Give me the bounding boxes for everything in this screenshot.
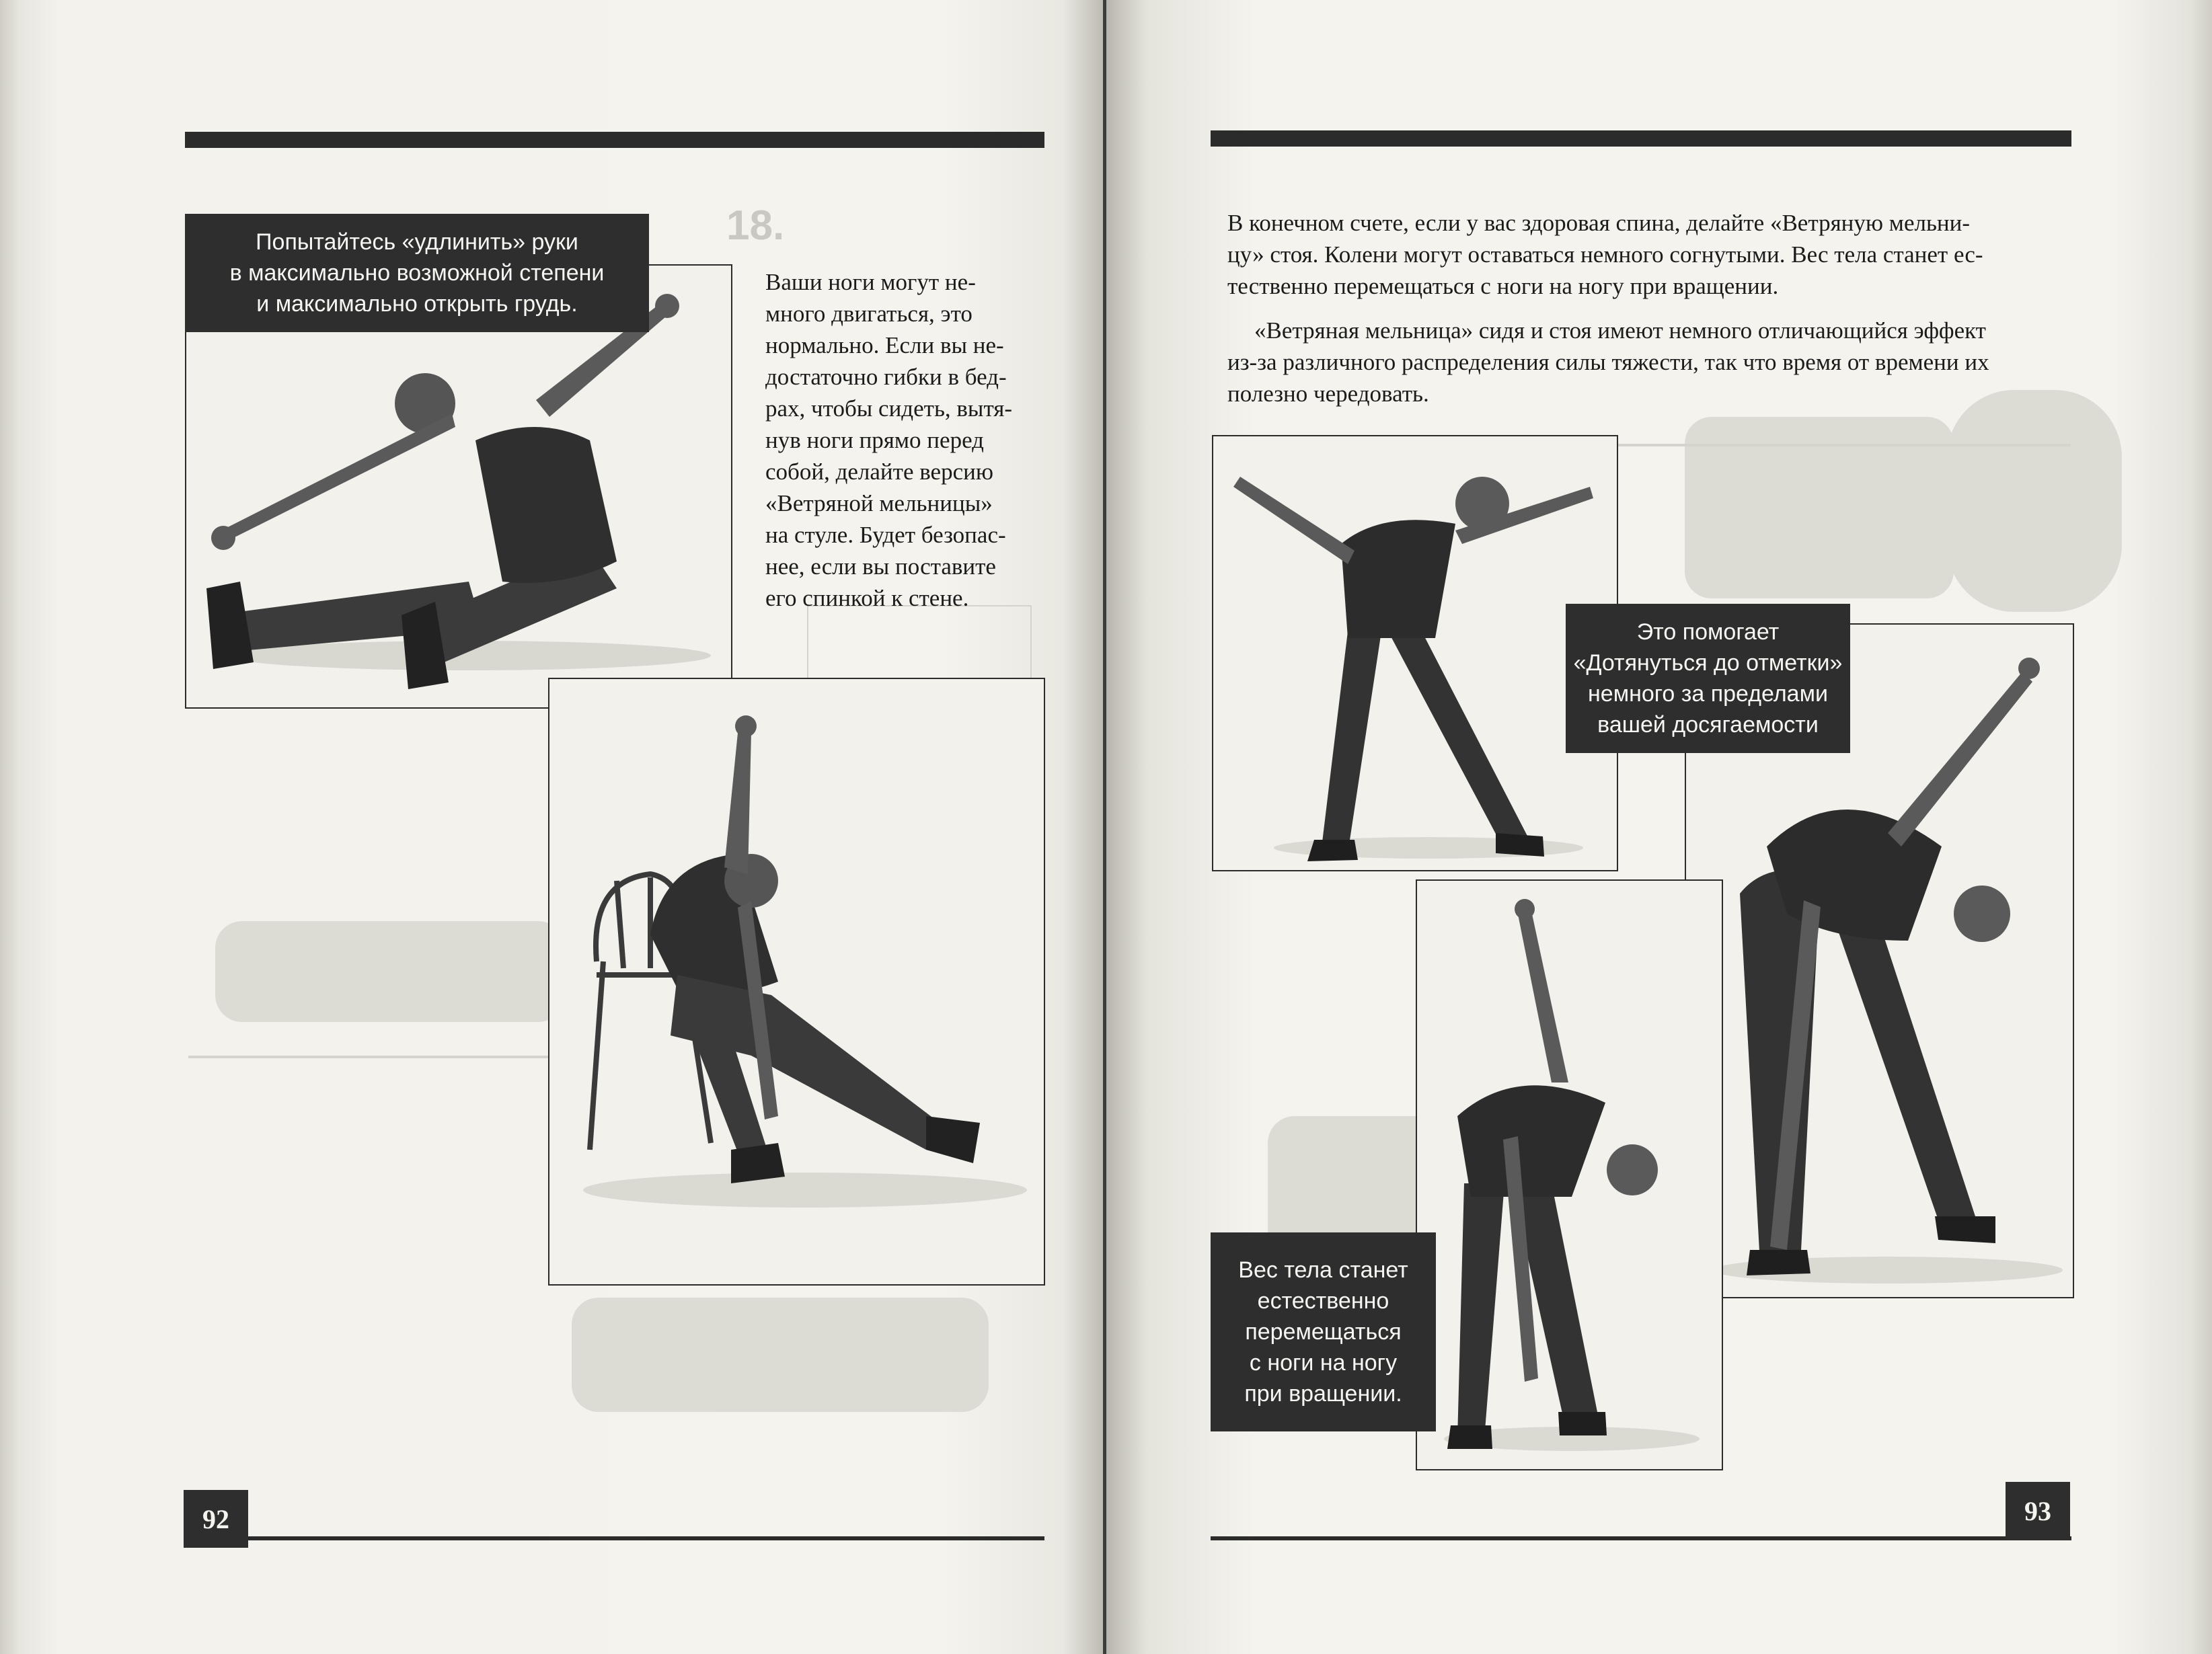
bottom-rule — [185, 1536, 1044, 1540]
left-caption-box — [185, 214, 649, 332]
top-rule — [185, 132, 1044, 148]
text-line: нормально. Если вы не- — [765, 332, 1004, 358]
right-caption-top — [1566, 604, 1850, 753]
photo-standing-arms-out — [1212, 435, 1618, 871]
text-line: В конечном счете, если у вас здоровая спина, делайте «Ветряную мельни- — [1227, 210, 1971, 236]
bleed-through-figure — [572, 1298, 989, 1412]
caption-line: немного за пределами — [1588, 681, 1828, 707]
caption-line: Попытайтесь «удлинить» руки — [256, 229, 578, 255]
text-line: Ваши ноги могут не- — [765, 269, 976, 295]
bleed-through-figure — [215, 921, 565, 1022]
text-line: на стуле. Будет безопас- — [765, 522, 1006, 548]
caption-line: вашей досягаемости — [1597, 712, 1819, 738]
text-line: цу» стоя. Колени могут оставаться немного согнутыми. Вес тела станет ес- — [1227, 241, 1983, 268]
page-number: 92 — [184, 1490, 248, 1548]
right-paragraph-2 — [1227, 315, 2075, 409]
caption-line: в максимально возможной степени — [229, 260, 605, 286]
page-number: 93 — [2006, 1482, 2070, 1540]
standing-twist-figure — [1417, 881, 1722, 1469]
text-line: рах, чтобы сидеть, вытя- — [765, 395, 1013, 422]
text-line: достаточно гибки в бед- — [765, 364, 1007, 390]
text-line: собой, делайте версию — [765, 459, 993, 485]
text-line: полезно чередовать. — [1227, 381, 1429, 407]
right-caption-bottom — [1211, 1232, 1436, 1431]
photo-chair-windmill — [548, 678, 1045, 1286]
text-line: из-за различного распределения силы тяжести, так что время от времени их — [1227, 349, 1989, 375]
caption-line: перемещаться — [1245, 1319, 1402, 1345]
chair-windmill-figure — [549, 679, 1044, 1284]
bleed-through-figure — [1947, 390, 2122, 612]
bottom-rule — [1211, 1536, 2071, 1540]
standing-arms-out-figure — [1213, 436, 1617, 870]
text-line: нув ноги прямо перед — [765, 427, 984, 453]
right-page — [1106, 0, 2212, 1654]
photo-standing-twist — [1416, 879, 1723, 1470]
bleed-through-heading: 18. — [726, 202, 785, 249]
text-line: «Ветряной мельницы» — [765, 490, 993, 516]
right-paragraph-1 — [1227, 207, 2075, 302]
caption-line: естественно — [1257, 1288, 1389, 1314]
left-page — [0, 0, 1103, 1654]
text-line: нее, если вы поставите — [765, 553, 996, 580]
text-line: «Ветряная мельница» сидя и стоя имеют немного отличающийся эффект — [1254, 317, 1986, 344]
caption-line: «Дотянуться до отметки» — [1573, 650, 1843, 676]
text-line: тественно перемещаться с ноги на ногу при вращении. — [1227, 273, 1779, 299]
caption-line: и максимально открыть грудь. — [256, 291, 578, 317]
left-body-text — [765, 266, 1044, 614]
top-rule — [1211, 130, 2071, 147]
text-line: его спинкой к стене. — [765, 585, 969, 611]
text-line: много двигаться, это — [765, 301, 972, 327]
caption-line: Вес тела станет — [1238, 1257, 1408, 1283]
caption-line: Это помогает — [1636, 619, 1780, 645]
caption-line: с ноги на ногу — [1249, 1350, 1398, 1376]
caption-line: при вращении. — [1244, 1381, 1402, 1407]
